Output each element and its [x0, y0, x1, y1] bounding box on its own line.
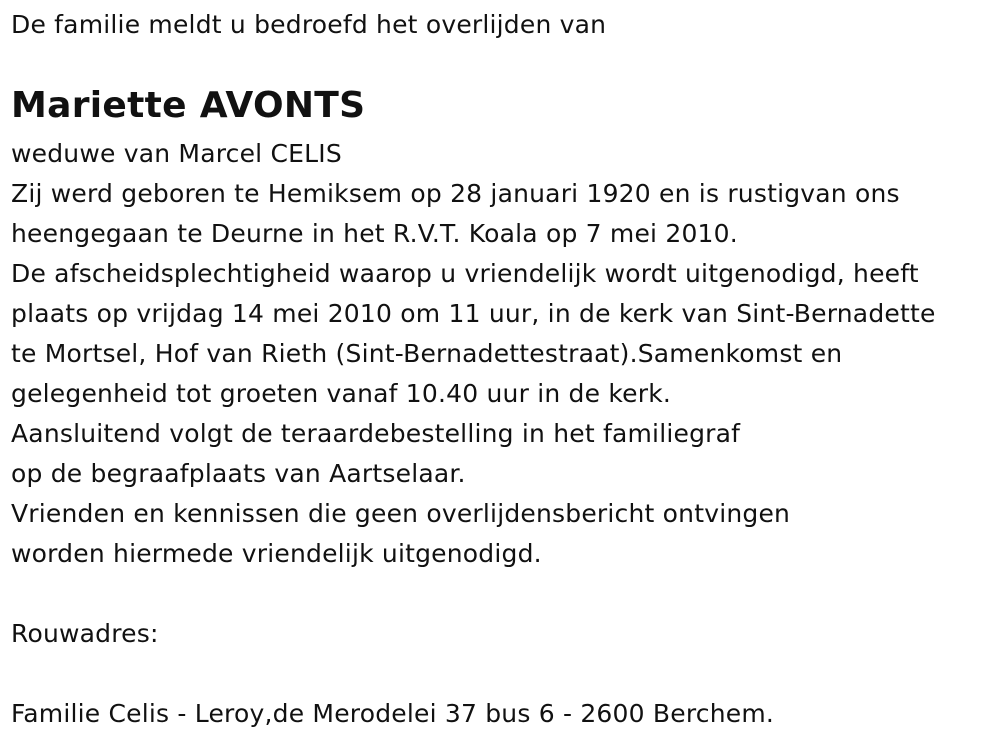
intro-text: De familie meldt u bedroefd het overlijden van — [11, 10, 607, 39]
body-line: op de begraafplaats van Aartselaar. — [11, 459, 466, 488]
body-line: Aansluitend volgt de teraardebestelling in het familiegraf — [11, 419, 741, 448]
deceased-name: Mariette AVONTS — [11, 85, 366, 126]
body-line: Zij werd geboren te Hemiksem op 28 januari 1920 en is rustigvan ons — [11, 179, 900, 208]
body-line: Vrienden en kennissen die geen overlijdensbericht ontvingen — [11, 499, 791, 528]
address-value: Familie Celis - Leroy,de Merodelei 37 bus 6 - 2600 Berchem. — [11, 699, 775, 728]
address-label: Rouwadres: — [11, 619, 159, 648]
body-line: heengegaan te Deurne in het R.V.T. Koala op 7 mei 2010. — [11, 219, 738, 248]
body-line: plaats op vrijdag 14 mei 2010 om 11 uur, in de kerk van Sint-Bernadette — [11, 299, 936, 328]
body-line: De afscheidsplechtigheid waarop u vriendelijk wordt uitgenodigd, heeft — [11, 259, 919, 288]
body-line: te Mortsel, Hof van Rieth (Sint-Bernadettestraat).Samenkomst en — [11, 339, 843, 368]
body-line: gelegenheid tot groeten vanaf 10.40 uur in de kerk. — [11, 379, 672, 408]
body-line: worden hiermede vriendelijk uitgenodigd. — [11, 539, 542, 568]
deceased-relation: weduwe van Marcel CELIS — [11, 139, 342, 168]
